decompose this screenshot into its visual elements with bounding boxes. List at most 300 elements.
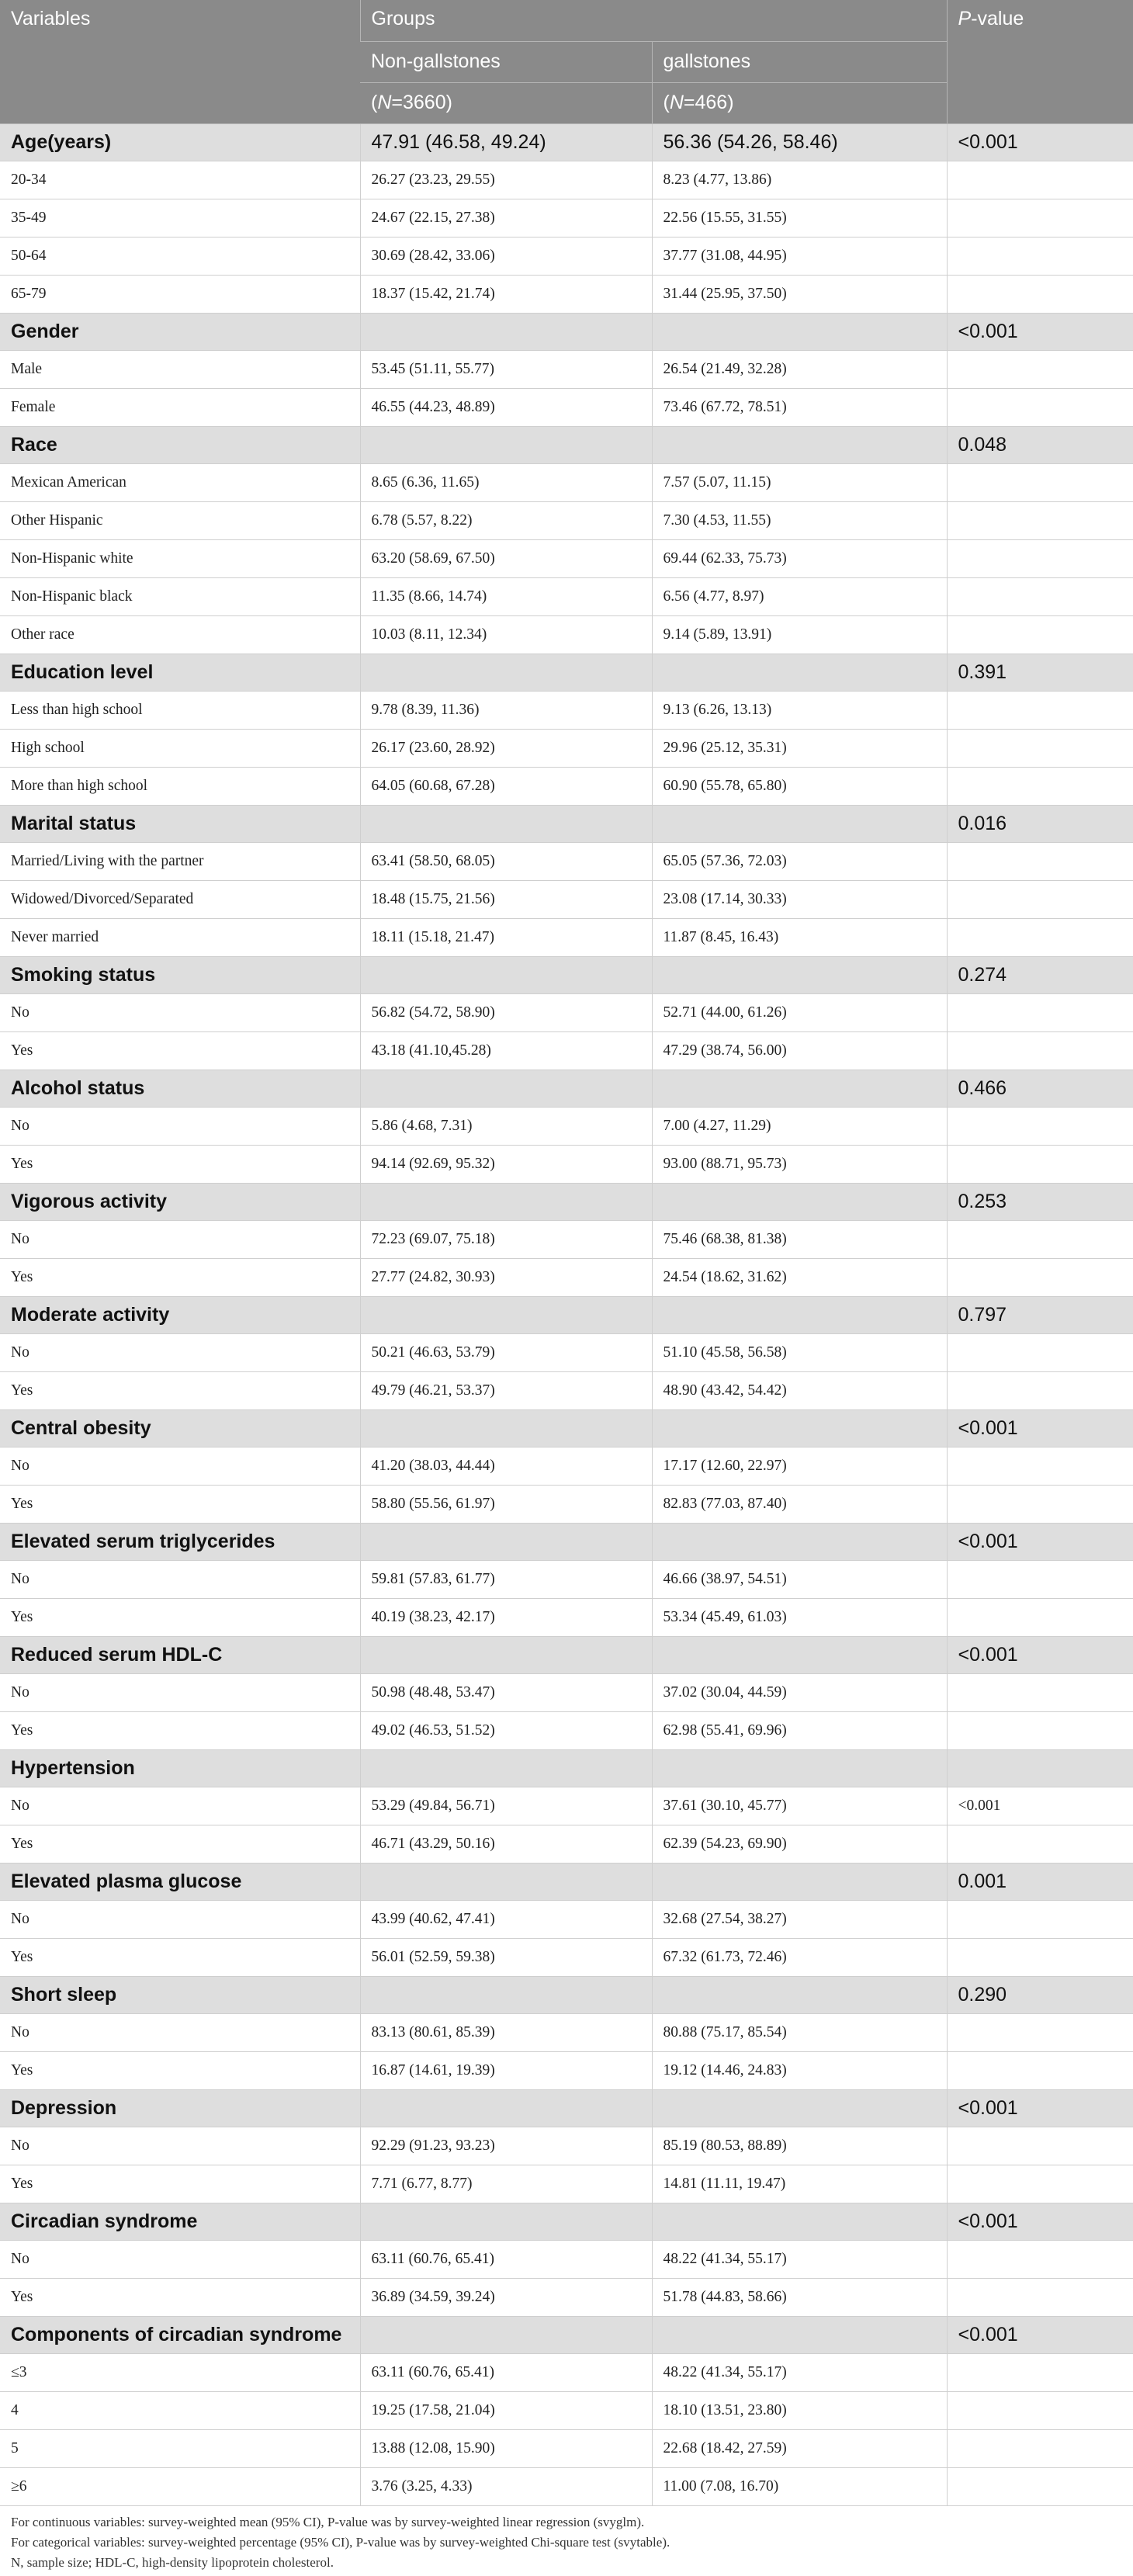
section-row (0, 1183, 1133, 1220)
cell-non-gallstones-value: 72.23 (69.07, 75.18) (360, 1220, 652, 1258)
cell-p-value (947, 1145, 1133, 1183)
cell-label: Non-Hispanic black (0, 577, 360, 615)
cell-label: No (0, 1333, 360, 1371)
cell-label: 20-34 (0, 161, 360, 199)
table-row (0, 2165, 1133, 2203)
table-body (0, 123, 1133, 2505)
section-gallstones-value (652, 1749, 947, 1787)
cell-non-gallstones-value: 41.20 (38.03, 44.44) (360, 1447, 652, 1485)
table-row (0, 615, 1133, 654)
header-group2-n-letter: N (669, 92, 684, 113)
header-pvalue-suffix: -value (971, 8, 1024, 29)
header-group1-n-open: ( (371, 92, 378, 113)
cell-p-value (947, 2013, 1133, 2051)
cell-label: 5 (0, 2429, 360, 2467)
cell-gallstones-value: 6.56 (4.77, 8.97) (652, 577, 947, 615)
section-label: Reduced serum HDL-C (0, 1636, 360, 1673)
table-row (0, 463, 1133, 501)
section-gallstones-value (652, 1070, 947, 1107)
cell-p-value (947, 2391, 1133, 2429)
cell-label: No (0, 1787, 360, 1825)
footnote: For categorical variables: survey-weighted percentage (95% CI), P-value was by survey-weighted Chi-square test (svytable). (11, 2534, 670, 2550)
cell-label: Yes (0, 1825, 360, 1863)
cell-label: No (0, 2013, 360, 2051)
cell-label: No (0, 2127, 360, 2165)
section-non-gallstones-value (360, 2203, 652, 2240)
section-gallstones-value (652, 1183, 947, 1220)
cell-label: No (0, 1220, 360, 1258)
cell-label: 65-79 (0, 275, 360, 313)
cell-non-gallstones-value: 27.77 (24.82, 30.93) (360, 1258, 652, 1296)
cell-non-gallstones-value: 24.67 (22.15, 27.38) (360, 199, 652, 237)
cell-p-value (947, 1711, 1133, 1749)
table-row (0, 388, 1133, 426)
table-row (0, 539, 1133, 577)
section-row (0, 123, 1133, 161)
cell-p-value (947, 1938, 1133, 1976)
cell-label: Yes (0, 2051, 360, 2089)
table-row (0, 2429, 1133, 2467)
cell-p-value (947, 1258, 1133, 1296)
table-header (0, 0, 1133, 123)
cell-non-gallstones-value: 83.13 (80.61, 85.39) (360, 2013, 652, 2051)
cell-non-gallstones-value: 53.29 (49.84, 56.71) (360, 1787, 652, 1825)
cell-p-value (947, 237, 1133, 275)
cell-label: Never married (0, 918, 360, 956)
cell-p-value (947, 2353, 1133, 2391)
cell-p-value (947, 2127, 1133, 2165)
cell-non-gallstones-value: 49.79 (46.21, 53.37) (360, 1371, 652, 1409)
section-label: Race (0, 426, 360, 463)
header-group2-name: gallstones (652, 41, 947, 82)
section-row (0, 1296, 1133, 1333)
cell-non-gallstones-value: 46.71 (43.29, 50.16) (360, 1825, 652, 1863)
cell-label: Married/Living with the partner (0, 842, 360, 880)
cell-non-gallstones-value: 8.65 (6.36, 11.65) (360, 463, 652, 501)
table-row (0, 1900, 1133, 1938)
cell-p-value (947, 1371, 1133, 1409)
cell-label: Yes (0, 2278, 360, 2316)
cell-non-gallstones-value: 92.29 (91.23, 93.23) (360, 2127, 652, 2165)
cell-label: No (0, 1107, 360, 1145)
table-row (0, 2240, 1133, 2278)
section-p-value: 0.290 (947, 1976, 1133, 2013)
table-row (0, 1258, 1133, 1296)
cell-non-gallstones-value: 50.98 (48.48, 53.47) (360, 1673, 652, 1711)
cell-gallstones-value: 7.57 (5.07, 11.15) (652, 463, 947, 501)
cell-gallstones-value: 48.22 (41.34, 55.17) (652, 2240, 947, 2278)
cell-gallstones-value: 9.14 (5.89, 13.91) (652, 615, 947, 654)
cell-non-gallstones-value: 18.48 (15.75, 21.56) (360, 880, 652, 918)
section-gallstones-value (652, 426, 947, 463)
cell-label: 35-49 (0, 199, 360, 237)
section-label: Hypertension (0, 1749, 360, 1787)
cell-label: Yes (0, 1258, 360, 1296)
table-row (0, 1560, 1133, 1598)
table-row (0, 2127, 1133, 2165)
section-row (0, 654, 1133, 691)
cell-non-gallstones-value: 53.45 (51.11, 55.77) (360, 350, 652, 388)
cell-p-value: <0.001 (947, 1787, 1133, 1825)
section-p-value: <0.001 (947, 1409, 1133, 1447)
cell-label: Mexican American (0, 463, 360, 501)
table-row (0, 993, 1133, 1031)
cell-p-value (947, 691, 1133, 729)
table-row (0, 918, 1133, 956)
cell-non-gallstones-value: 26.17 (23.60, 28.92) (360, 729, 652, 767)
section-label: Elevated plasma glucose (0, 1863, 360, 1900)
section-gallstones-value (652, 1523, 947, 1560)
cell-non-gallstones-value: 18.37 (15.42, 21.74) (360, 275, 652, 313)
section-non-gallstones-value (360, 2316, 652, 2353)
section-non-gallstones-value (360, 654, 652, 691)
section-row (0, 313, 1133, 350)
cell-gallstones-value: 18.10 (13.51, 23.80) (652, 2391, 947, 2429)
cell-gallstones-value: 48.22 (41.34, 55.17) (652, 2353, 947, 2391)
section-label: Age(years) (0, 123, 360, 161)
section-label: Alcohol status (0, 1070, 360, 1107)
section-non-gallstones-value (360, 805, 652, 842)
table-row (0, 1485, 1133, 1523)
section-p-value: 0.391 (947, 654, 1133, 691)
section-row (0, 426, 1133, 463)
section-gallstones-value (652, 805, 947, 842)
footnote: For continuous variables: survey-weighted mean (95% CI), P-value was by survey-weighted linear regression (svyglm). (11, 2514, 645, 2529)
cell-label: ≤3 (0, 2353, 360, 2391)
cell-p-value (947, 615, 1133, 654)
section-non-gallstones-value (360, 1636, 652, 1673)
section-non-gallstones-value (360, 1863, 652, 1900)
cell-p-value (947, 1031, 1133, 1070)
cell-non-gallstones-value: 43.18 (41.10,45.28) (360, 1031, 652, 1070)
cell-p-value (947, 2051, 1133, 2089)
section-non-gallstones-value (360, 1296, 652, 1333)
cell-non-gallstones-value: 13.88 (12.08, 15.90) (360, 2429, 652, 2467)
cell-non-gallstones-value: 6.78 (5.57, 8.22) (360, 501, 652, 539)
cell-non-gallstones-value: 46.55 (44.23, 48.89) (360, 388, 652, 426)
section-gallstones-value (652, 2203, 947, 2240)
cell-non-gallstones-value: 49.02 (46.53, 51.52) (360, 1711, 652, 1749)
section-non-gallstones-value (360, 1523, 652, 1560)
section-non-gallstones-value (360, 956, 652, 993)
table-row (0, 880, 1133, 918)
cell-label: Yes (0, 1711, 360, 1749)
section-p-value: 0.048 (947, 426, 1133, 463)
header-groups: Groups (360, 0, 947, 41)
cell-label: Other Hispanic (0, 501, 360, 539)
header-group1-name: Non-gallstones (360, 41, 652, 82)
cell-gallstones-value: 22.68 (18.42, 27.59) (652, 2429, 947, 2467)
table-row (0, 1145, 1133, 1183)
section-gallstones-value (652, 1296, 947, 1333)
table-row (0, 1447, 1133, 1485)
section-p-value: 0.466 (947, 1070, 1133, 1107)
cell-non-gallstones-value: 56.01 (52.59, 59.38) (360, 1938, 652, 1976)
section-row (0, 2203, 1133, 2240)
cell-p-value (947, 1900, 1133, 1938)
cell-label: Yes (0, 1938, 360, 1976)
section-p-value: <0.001 (947, 2089, 1133, 2127)
section-p-value: 0.001 (947, 1863, 1133, 1900)
cell-gallstones-value: 29.96 (25.12, 35.31) (652, 729, 947, 767)
section-row (0, 956, 1133, 993)
cell-gallstones-value: 37.77 (31.08, 44.95) (652, 237, 947, 275)
section-non-gallstones-value: 47.91 (46.58, 49.24) (360, 123, 652, 161)
cell-non-gallstones-value: 59.81 (57.83, 61.77) (360, 1560, 652, 1598)
cell-non-gallstones-value: 7.71 (6.77, 8.77) (360, 2165, 652, 2203)
table-row (0, 199, 1133, 237)
section-row (0, 2089, 1133, 2127)
table-row (0, 1031, 1133, 1070)
header-variables: Variables (0, 0, 360, 123)
cell-gallstones-value: 62.39 (54.23, 69.90) (652, 1825, 947, 1863)
header-group2-n (652, 82, 947, 123)
cell-label: Yes (0, 1485, 360, 1523)
cell-gallstones-value: 53.34 (45.49, 61.03) (652, 1598, 947, 1636)
cell-label: Less than high school (0, 691, 360, 729)
cell-gallstones-value: 37.02 (30.04, 44.59) (652, 1673, 947, 1711)
cell-label: No (0, 1560, 360, 1598)
table-row (0, 2353, 1133, 2391)
cell-non-gallstones-value: 63.20 (58.69, 67.50) (360, 539, 652, 577)
section-gallstones-value (652, 2089, 947, 2127)
section-row (0, 2316, 1133, 2353)
header-group2-n-open: ( (663, 92, 670, 113)
section-row (0, 1409, 1133, 1447)
footnote: N, sample size; HDL-C, high-density lipoprotein cholesterol. (11, 2554, 334, 2570)
cell-label: ≥6 (0, 2467, 360, 2505)
section-p-value: <0.001 (947, 1523, 1133, 1560)
section-non-gallstones-value (360, 1183, 652, 1220)
cell-p-value (947, 880, 1133, 918)
section-row (0, 1863, 1133, 1900)
header-pvalue-p: P (958, 8, 972, 29)
table-row (0, 842, 1133, 880)
section-gallstones-value (652, 2316, 947, 2353)
cell-p-value (947, 1485, 1133, 1523)
section-p-value: <0.001 (947, 2203, 1133, 2240)
section-non-gallstones-value (360, 1976, 652, 2013)
cell-label: High school (0, 729, 360, 767)
section-label: Vigorous activity (0, 1183, 360, 1220)
cell-non-gallstones-value: 26.27 (23.23, 29.55) (360, 161, 652, 199)
table-row (0, 1333, 1133, 1371)
table-row (0, 767, 1133, 805)
cell-non-gallstones-value: 50.21 (46.63, 53.79) (360, 1333, 652, 1371)
section-p-value: <0.001 (947, 1636, 1133, 1673)
cell-gallstones-value: 24.54 (18.62, 31.62) (652, 1258, 947, 1296)
cell-label: No (0, 2240, 360, 2278)
cell-p-value (947, 1825, 1133, 1863)
cell-non-gallstones-value: 18.11 (15.18, 21.47) (360, 918, 652, 956)
cell-non-gallstones-value: 3.76 (3.25, 4.33) (360, 2467, 652, 2505)
table-row (0, 1825, 1133, 1863)
cell-gallstones-value: 11.00 (7.08, 16.70) (652, 2467, 947, 2505)
cell-gallstones-value: 47.29 (38.74, 56.00) (652, 1031, 947, 1070)
cell-p-value (947, 501, 1133, 539)
cell-gallstones-value: 37.61 (30.10, 45.77) (652, 1787, 947, 1825)
table-row (0, 2391, 1133, 2429)
cell-p-value (947, 388, 1133, 426)
header-group1-n (360, 82, 652, 123)
cell-non-gallstones-value: 30.69 (28.42, 33.06) (360, 237, 652, 275)
section-non-gallstones-value (360, 313, 652, 350)
cell-gallstones-value: 51.10 (45.58, 56.58) (652, 1333, 947, 1371)
section-label: Short sleep (0, 1976, 360, 2013)
section-row (0, 805, 1133, 842)
cell-gallstones-value: 51.78 (44.83, 58.66) (652, 2278, 947, 2316)
cell-label: Widowed/Divorced/Separated (0, 880, 360, 918)
section-gallstones-value (652, 313, 947, 350)
cell-p-value (947, 2240, 1133, 2278)
cell-label: Yes (0, 1145, 360, 1183)
table-row (0, 2467, 1133, 2505)
cell-p-value (947, 993, 1133, 1031)
section-gallstones-value (652, 1409, 947, 1447)
cell-non-gallstones-value: 11.35 (8.66, 14.74) (360, 577, 652, 615)
cell-label: More than high school (0, 767, 360, 805)
cell-label: Non-Hispanic white (0, 539, 360, 577)
section-non-gallstones-value (360, 1409, 652, 1447)
section-p-value: 0.797 (947, 1296, 1133, 1333)
cell-non-gallstones-value: 58.80 (55.56, 61.97) (360, 1485, 652, 1523)
cell-p-value (947, 1447, 1133, 1485)
cell-gallstones-value: 80.88 (75.17, 85.54) (652, 2013, 947, 2051)
cell-p-value (947, 2467, 1133, 2505)
table-row (0, 1673, 1133, 1711)
section-p-value (947, 1749, 1133, 1787)
cell-p-value (947, 767, 1133, 805)
cell-gallstones-value: 62.98 (55.41, 69.96) (652, 1711, 947, 1749)
cell-gallstones-value: 75.46 (68.38, 81.38) (652, 1220, 947, 1258)
cell-p-value (947, 539, 1133, 577)
cell-gallstones-value: 46.66 (38.97, 54.51) (652, 1560, 947, 1598)
table-row (0, 237, 1133, 275)
cell-non-gallstones-value: 56.82 (54.72, 58.90) (360, 993, 652, 1031)
table-row (0, 577, 1133, 615)
section-non-gallstones-value (360, 1749, 652, 1787)
section-p-value: 0.016 (947, 805, 1133, 842)
cell-gallstones-value: 52.71 (44.00, 61.26) (652, 993, 947, 1031)
table-row (0, 1938, 1133, 1976)
section-p-value: 0.253 (947, 1183, 1133, 1220)
cell-non-gallstones-value: 9.78 (8.39, 11.36) (360, 691, 652, 729)
table-row (0, 501, 1133, 539)
cell-label: No (0, 1447, 360, 1485)
cell-p-value (947, 1220, 1133, 1258)
cell-p-value (947, 842, 1133, 880)
cell-gallstones-value: 93.00 (88.71, 95.73) (652, 1145, 947, 1183)
table-row (0, 1787, 1133, 1825)
cell-label: Yes (0, 2165, 360, 2203)
cell-gallstones-value: 14.81 (11.11, 19.47) (652, 2165, 947, 2203)
cell-label: 4 (0, 2391, 360, 2429)
section-p-value: <0.001 (947, 313, 1133, 350)
header-pvalue (947, 0, 1133, 123)
cell-gallstones-value: 32.68 (27.54, 38.27) (652, 1900, 947, 1938)
cell-p-value (947, 577, 1133, 615)
cell-p-value (947, 1333, 1133, 1371)
section-row (0, 1976, 1133, 2013)
cell-gallstones-value: 69.44 (62.33, 75.73) (652, 539, 947, 577)
cell-p-value (947, 1107, 1133, 1145)
cell-gallstones-value: 7.30 (4.53, 11.55) (652, 501, 947, 539)
section-label: Depression (0, 2089, 360, 2127)
cell-p-value (947, 2278, 1133, 2316)
cell-non-gallstones-value: 36.89 (34.59, 39.24) (360, 2278, 652, 2316)
cell-p-value (947, 275, 1133, 313)
cell-gallstones-value: 23.08 (17.14, 30.33) (652, 880, 947, 918)
section-p-value: <0.001 (947, 2316, 1133, 2353)
table-row (0, 350, 1133, 388)
table-row (0, 1598, 1133, 1636)
cell-label: No (0, 1673, 360, 1711)
cell-label: Other race (0, 615, 360, 654)
section-gallstones-value (652, 1976, 947, 2013)
table-row (0, 161, 1133, 199)
cell-p-value (947, 463, 1133, 501)
cell-non-gallstones-value: 63.11 (60.76, 65.41) (360, 2240, 652, 2278)
table-footnotes (0, 2506, 1133, 2573)
section-row (0, 1070, 1133, 1107)
table-row (0, 1711, 1133, 1749)
table-row (0, 2013, 1133, 2051)
cell-gallstones-value: 65.05 (57.36, 72.03) (652, 842, 947, 880)
cell-label: No (0, 1900, 360, 1938)
cell-non-gallstones-value: 40.19 (38.23, 42.17) (360, 1598, 652, 1636)
cell-non-gallstones-value: 63.11 (60.76, 65.41) (360, 2353, 652, 2391)
cell-label: Yes (0, 1031, 360, 1070)
cell-p-value (947, 199, 1133, 237)
cell-gallstones-value: 7.00 (4.27, 11.29) (652, 1107, 947, 1145)
section-row (0, 1523, 1133, 1560)
section-gallstones-value (652, 1863, 947, 1900)
cell-gallstones-value: 19.12 (14.46, 24.83) (652, 2051, 947, 2089)
cell-p-value (947, 2165, 1133, 2203)
cell-label: Yes (0, 1371, 360, 1409)
cell-label: 50-64 (0, 237, 360, 275)
cell-non-gallstones-value: 19.25 (17.58, 21.04) (360, 2391, 652, 2429)
table-row (0, 1371, 1133, 1409)
section-label: Elevated serum triglycerides (0, 1523, 360, 1560)
section-row (0, 1636, 1133, 1673)
section-label: Marital status (0, 805, 360, 842)
section-gallstones-value: 56.36 (54.26, 58.46) (652, 123, 947, 161)
section-non-gallstones-value (360, 426, 652, 463)
cell-non-gallstones-value: 64.05 (60.68, 67.28) (360, 767, 652, 805)
cell-gallstones-value: 11.87 (8.45, 16.43) (652, 918, 947, 956)
table-row (0, 1220, 1133, 1258)
section-label: Smoking status (0, 956, 360, 993)
table-row (0, 2278, 1133, 2316)
cell-non-gallstones-value: 10.03 (8.11, 12.34) (360, 615, 652, 654)
cell-p-value (947, 350, 1133, 388)
section-label: Moderate activity (0, 1296, 360, 1333)
cell-p-value (947, 161, 1133, 199)
section-non-gallstones-value (360, 2089, 652, 2127)
section-p-value: 0.274 (947, 956, 1133, 993)
cell-gallstones-value: 82.83 (77.03, 87.40) (652, 1485, 947, 1523)
table-row (0, 1107, 1133, 1145)
cell-non-gallstones-value: 63.41 (58.50, 68.05) (360, 842, 652, 880)
cell-gallstones-value: 31.44 (25.95, 37.50) (652, 275, 947, 313)
header-group2-n-value: =466) (683, 92, 734, 113)
cell-gallstones-value: 17.17 (12.60, 22.97) (652, 1447, 947, 1485)
section-row (0, 1749, 1133, 1787)
cell-p-value (947, 2429, 1133, 2467)
header-group1-n-letter: N (377, 92, 392, 113)
section-p-value: <0.001 (947, 123, 1133, 161)
